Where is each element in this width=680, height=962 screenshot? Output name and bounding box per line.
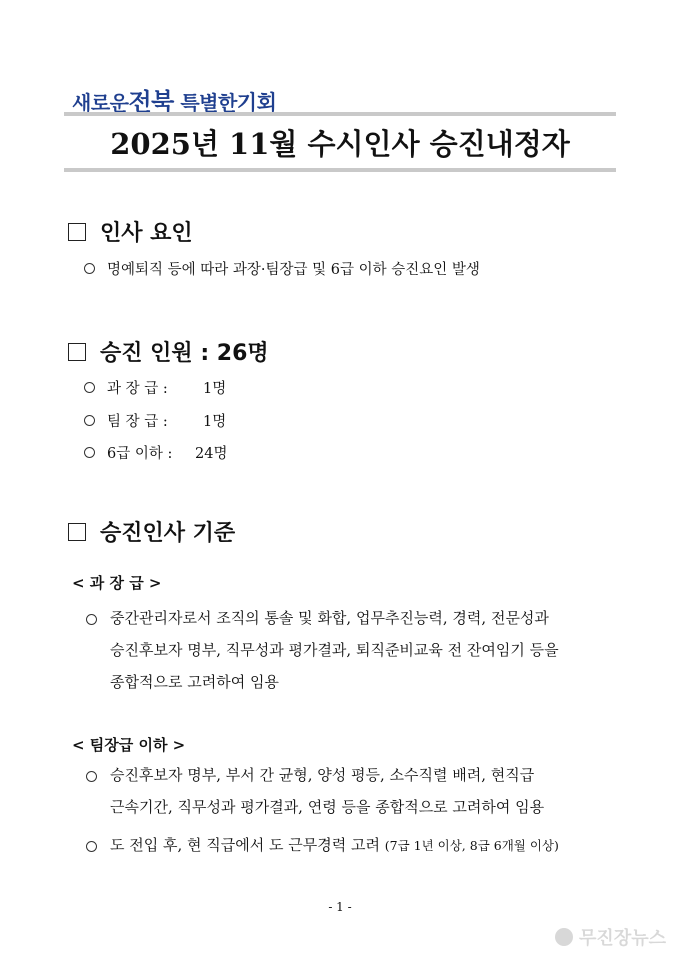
page-title: 2025년 11월 수시인사 승진내정자 <box>110 126 570 161</box>
news-logo-icon <box>555 928 573 946</box>
watermark <box>555 924 666 950</box>
criteria-paragraph <box>110 829 559 862</box>
list-item <box>84 442 227 463</box>
circle-bullet-icon <box>84 447 95 458</box>
slogan-part4: 기회 <box>236 91 277 115</box>
circle-bullet-icon <box>84 263 95 274</box>
paragraph-line: 승진후보자 명부, 직무성과 평가결과, 퇴직준비교육 전 잔여임기 등을 <box>110 641 559 659</box>
paragraph-line: 중간관리자로서 조직의 통솔 및 화합, 업무추진능력, 경력, 전문성과 <box>110 609 549 627</box>
square-bullet-icon <box>68 223 86 241</box>
subsection-title-section-chief: < 과 장 급 > <box>72 574 162 592</box>
section-heading-text: 승진인사 기준 <box>100 521 236 546</box>
title-banner <box>64 112 616 172</box>
circle-bullet-icon <box>84 382 95 393</box>
section-heading-personnel-factor <box>68 216 193 247</box>
list-item-text: 명예퇴직 등에 따라 과장·팀장급 및 6급 이하 승진요인 발생 <box>107 262 480 278</box>
section-heading-promotion-count <box>68 336 269 367</box>
list-item <box>84 377 226 398</box>
subsection-title-team-leader: < 팀장급 이하 > <box>72 736 186 754</box>
circle-bullet-icon <box>86 841 97 852</box>
section-heading-promotion-criteria <box>68 516 235 547</box>
criteria-paragraph <box>110 602 559 698</box>
section-heading-text: 인사 요인 <box>100 221 193 246</box>
criteria-paragraph <box>110 759 544 823</box>
paragraph-line: 도 전입 후, 현 직급에서 도 근무경력 고려 <box>110 836 380 854</box>
paragraph-note: (7급 1년 이상, 8급 6개월 이상) <box>384 838 559 853</box>
list-item <box>84 410 226 431</box>
count-value: 1명 <box>203 414 227 430</box>
count-label: 과 장 급 : <box>107 381 168 397</box>
count-value: 1명 <box>203 381 227 397</box>
paragraph-line: 근속기간, 직무성과 평가결과, 연령 등을 종합적으로 고려하여 임용 <box>110 798 545 816</box>
slogan-part3: 특별한 <box>180 91 237 115</box>
count-value: 24명 <box>195 446 228 462</box>
circle-bullet-icon <box>84 415 95 426</box>
circle-bullet-icon <box>86 614 97 625</box>
list-item <box>84 258 480 279</box>
slogan-part1: 새로운 <box>72 91 129 115</box>
count-label: 팀 장 급 : <box>107 414 168 430</box>
page-number: - 1 - <box>328 900 352 914</box>
circle-bullet-icon <box>86 771 97 782</box>
square-bullet-icon <box>68 523 86 541</box>
paragraph-line: 종합적으로 고려하여 임용 <box>110 673 279 691</box>
square-bullet-icon <box>68 343 86 361</box>
slogan-part2: 전북 <box>128 88 174 116</box>
paragraph-line: 승진후보자 명부, 부서 간 균형, 양성 평등, 소수직렬 배려, 현직급 <box>110 766 535 784</box>
watermark-text: 무진장뉴스 <box>579 928 666 949</box>
section-heading-text: 승진 인원 : 26명 <box>100 341 269 366</box>
count-label: 6급 이하 : <box>107 446 173 462</box>
